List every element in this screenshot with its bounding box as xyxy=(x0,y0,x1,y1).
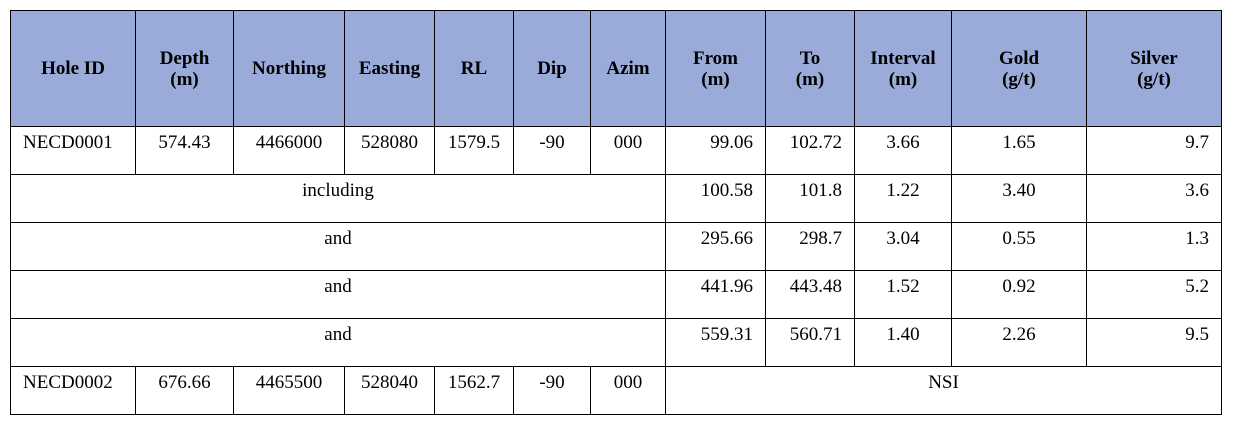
header-row xyxy=(11,11,1222,127)
cell-interval-label: including xyxy=(11,175,666,223)
cell-to: 101.8 xyxy=(766,175,855,223)
cell-rl: 1579.5 xyxy=(435,127,514,175)
cell-silver: 5.2 xyxy=(1087,271,1222,319)
cell-silver: 9.5 xyxy=(1087,319,1222,367)
header-azim-label: Azim xyxy=(606,58,650,79)
cell-easting: 528080 xyxy=(345,127,435,175)
cell-to: 102.72 xyxy=(766,127,855,175)
cell-from: 295.66 xyxy=(666,223,766,271)
cell-hole-id: NECD0001 xyxy=(11,127,136,175)
header-northing-label: Northing xyxy=(252,58,326,79)
cell-northing: 4466000 xyxy=(234,127,345,175)
drill-results-table xyxy=(10,10,1222,415)
header-interval xyxy=(855,11,952,127)
cell-interval: 3.66 xyxy=(855,127,952,175)
header-silver xyxy=(1087,11,1222,127)
header-depth xyxy=(136,11,234,127)
header-rl-label: RL xyxy=(460,58,488,79)
header-silver-unit: (g/t) xyxy=(1137,68,1171,90)
cell-interval-label: and xyxy=(11,319,666,367)
header-easting-label: Easting xyxy=(358,58,421,79)
cell-interval: 3.04 xyxy=(855,223,952,271)
cell-depth: 574.43 xyxy=(136,127,234,175)
cell-silver: 3.6 xyxy=(1087,175,1222,223)
header-easting xyxy=(345,11,435,127)
cell-azim: 000 xyxy=(591,127,666,175)
cell-silver: 9.7 xyxy=(1087,127,1222,175)
cell-depth: 676.66 xyxy=(136,367,234,415)
table-row xyxy=(11,223,1222,271)
cell-silver: 1.3 xyxy=(1087,223,1222,271)
header-to xyxy=(766,11,855,127)
header-azim xyxy=(591,11,666,127)
cell-from: 559.31 xyxy=(666,319,766,367)
header-from-unit: (m) xyxy=(701,68,730,90)
cell-from: 99.06 xyxy=(666,127,766,175)
cell-gold: 0.55 xyxy=(952,223,1087,271)
cell-interval: 1.40 xyxy=(855,319,952,367)
cell-hole-id: NECD0002 xyxy=(11,367,136,415)
cell-from: 100.58 xyxy=(666,175,766,223)
cell-azim: 000 xyxy=(591,367,666,415)
table-row xyxy=(11,319,1222,367)
cell-gold: 1.65 xyxy=(952,127,1087,175)
header-silver-label: Silver xyxy=(1130,47,1178,69)
cell-interval: 1.22 xyxy=(855,175,952,223)
header-hole-id-label: Hole ID xyxy=(41,58,105,79)
header-gold xyxy=(952,11,1087,127)
header-from-label: From xyxy=(692,47,739,69)
header-dip xyxy=(514,11,591,127)
table-row xyxy=(11,127,1222,175)
cell-from: 441.96 xyxy=(666,271,766,319)
header-depth-unit: (m) xyxy=(170,68,199,90)
cell-easting: 528040 xyxy=(345,367,435,415)
cell-interval-label: and xyxy=(11,271,666,319)
header-hole-id xyxy=(11,11,136,127)
header-depth-label: Depth xyxy=(159,47,210,69)
cell-rl: 1562.7 xyxy=(435,367,514,415)
header-interval-label: Interval xyxy=(870,47,936,69)
header-to-label: To xyxy=(799,47,821,69)
table-row xyxy=(11,175,1222,223)
header-northing xyxy=(234,11,345,127)
cell-to: 560.71 xyxy=(766,319,855,367)
cell-to: 443.48 xyxy=(766,271,855,319)
cell-to: 298.7 xyxy=(766,223,855,271)
header-gold-unit: (g/t) xyxy=(1002,68,1036,90)
cell-dip: -90 xyxy=(514,127,591,175)
cell-interval-label: and xyxy=(11,223,666,271)
cell-result-nsi: NSI xyxy=(666,367,1222,415)
header-rl xyxy=(435,11,514,127)
cell-gold: 3.40 xyxy=(952,175,1087,223)
cell-northing: 4465500 xyxy=(234,367,345,415)
table-row xyxy=(11,367,1222,415)
cell-gold: 0.92 xyxy=(952,271,1087,319)
cell-dip: -90 xyxy=(514,367,591,415)
cell-gold: 2.26 xyxy=(952,319,1087,367)
header-gold-label: Gold xyxy=(998,47,1040,69)
table-row xyxy=(11,271,1222,319)
header-interval-unit: (m) xyxy=(888,68,918,90)
cell-interval: 1.52 xyxy=(855,271,952,319)
header-from xyxy=(666,11,766,127)
header-to-unit: (m) xyxy=(795,68,825,90)
header-dip-label: Dip xyxy=(537,58,567,79)
